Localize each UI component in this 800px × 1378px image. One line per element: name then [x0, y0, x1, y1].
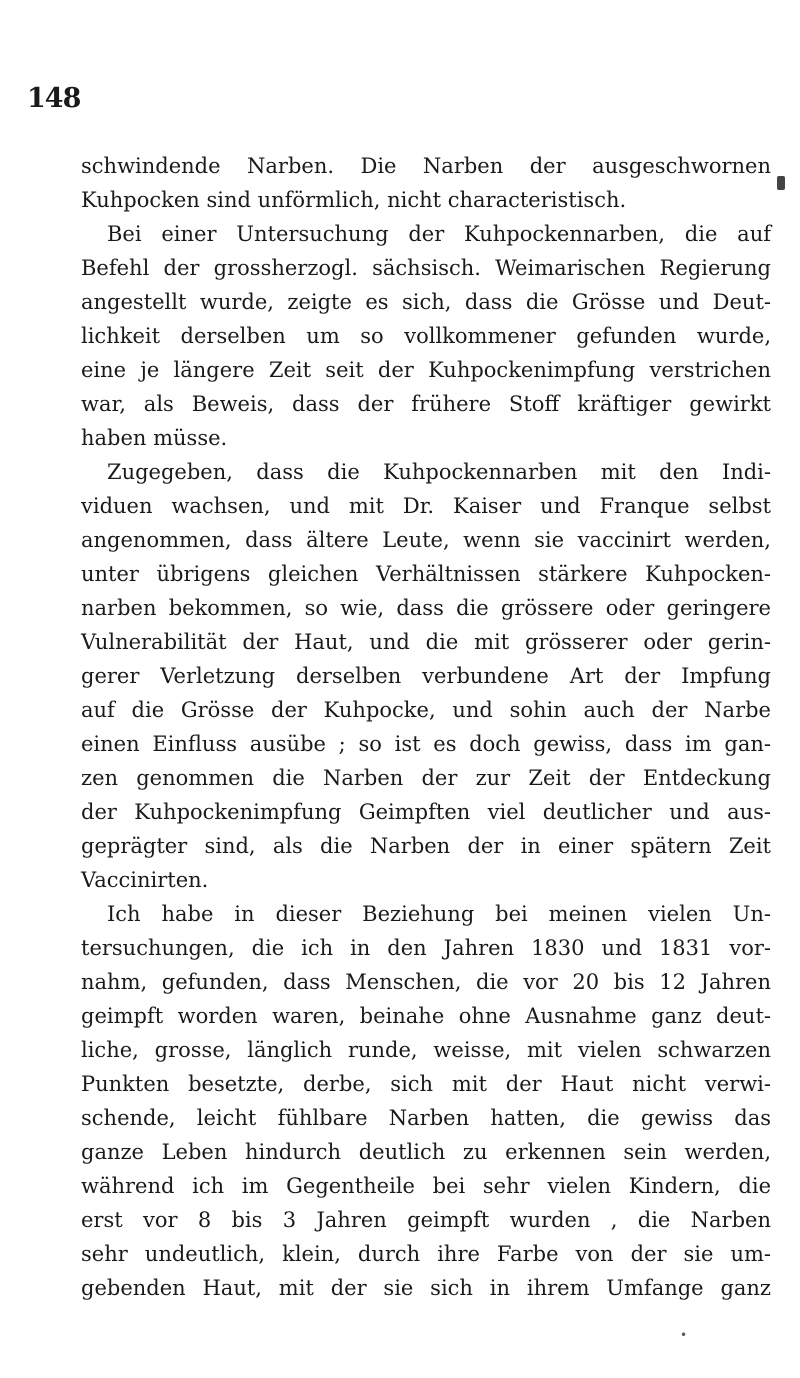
- text-line: auf die Grösse der Kuhpocke, und sohin auch der Narbe: [81, 698, 771, 722]
- text-line: Befehl der grossherzogl. sächsisch. Weimarischen Regierung: [81, 256, 771, 280]
- text-line: sehr undeutlich, klein, durch ihre Farbe von der sie um-: [81, 1242, 771, 1266]
- text-line: Vaccinirten.: [81, 868, 209, 892]
- text-line: geprägter sind, als die Narben der in einer spätern Zeit: [81, 834, 771, 858]
- text-line: während ich im Gegentheile bei sehr vielen Kindern, die: [81, 1174, 771, 1198]
- body-text: [81, 149, 771, 1305]
- text-line: gerer Verletzung derselben verbundene Art der Impfung: [81, 664, 771, 688]
- paragraph-start-line: Ich habe in dieser Beziehung bei meinen vielen Un-: [107, 902, 771, 926]
- text-line: Kuhpocken sind unförmlich, nicht characteristisch.: [81, 188, 627, 212]
- text-line: narben bekommen, so wie, dass die grössere oder geringere: [81, 596, 771, 620]
- text-line: haben müsse.: [81, 426, 228, 450]
- text-line: ganze Leben hindurch deutlich zu erkennen sein werden,: [81, 1140, 771, 1164]
- text-line: erst vor 8 bis 3 Jahren geimpft wurden , die Narben: [81, 1208, 771, 1232]
- text-line: zen genommen die Narben der zur Zeit der Entdeckung: [81, 766, 771, 790]
- text-line: schwindende Narben. Die Narben der ausgeschwornen: [81, 154, 771, 178]
- text-line: Vulnerabilität der Haut, und die mit grösserer oder gerin-: [81, 630, 771, 654]
- margin-ink-mark: [777, 176, 785, 190]
- text-line: schende, leicht fühlbare Narben hatten, die gewiss das: [81, 1106, 771, 1130]
- text-line: gebenden Haut, mit der sie sich in ihrem Umfange ganz: [81, 1276, 771, 1300]
- stray-ink-dot: •: [680, 1328, 688, 1342]
- text-line: lichkeit derselben um so vollkommener gefunden wurde,: [81, 324, 771, 348]
- text-line: einen Einfluss ausübe ; so ist es doch gewiss, dass im gan-: [81, 732, 771, 756]
- text-line: tersuchungen, die ich in den Jahren 1830 und 1831 vor-: [81, 936, 771, 960]
- text-line: eine je längere Zeit seit der Kuhpockenimpfung verstrichen: [81, 358, 771, 382]
- text-line: geimpft worden waren, beinahe ohne Ausnahme ganz deut-: [81, 1004, 771, 1028]
- text-line: nahm, gefunden, dass Menschen, die vor 20 bis 12 Jahren: [81, 970, 771, 994]
- text-line: Punkten besetzte, derbe, sich mit der Haut nicht verwi-: [81, 1072, 771, 1096]
- text-line: viduen wachsen, und mit Dr. Kaiser und Franque selbst: [81, 494, 771, 518]
- paragraph-start-line: Zugegeben, dass die Kuhpockennarben mit den Indi-: [107, 460, 771, 484]
- paragraph-start-line: Bei einer Untersuchung der Kuhpockennarben, die auf: [107, 222, 771, 246]
- page-number: 148: [27, 83, 81, 114]
- text-line: angestellt wurde, zeigte es sich, dass die Grösse und Deut-: [81, 290, 771, 314]
- text-line: der Kuhpockenimpfung Geimpften viel deutlicher und aus-: [81, 800, 771, 824]
- text-line: war, als Beweis, dass der frühere Stoff kräftiger gewirkt: [81, 392, 771, 416]
- text-line: liche, grosse, länglich runde, weisse, mit vielen schwarzen: [81, 1038, 771, 1062]
- text-line: unter übrigens gleichen Verhältnissen stärkere Kuhpocken-: [81, 562, 771, 586]
- text-line: angenommen, dass ältere Leute, wenn sie vaccinirt werden,: [81, 528, 771, 552]
